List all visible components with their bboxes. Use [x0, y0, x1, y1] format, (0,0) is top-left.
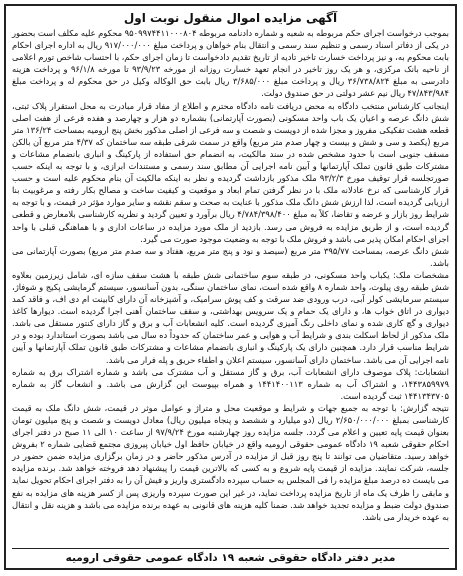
notice-paragraph-result: نتیجه گزارش: با توجه به جمیع جهات و شرایط و موقعیت محل و متراژ و عوامل موثر در قیمت، شش دانگ ملک به قیمت کارشناسی بمبلغ ۲/۶۵۰/۰۰۰/۰۰۰ ریال (دو میلیارد و ششصد و پنجاه میلیون ریال) معادل دویست و شصت و پنج میلیون تومان بعنوان قیمت پایه تعیین و اعلام می گردد. جلسه مزایده روز چهارشنبه مورخ ۹۷/۹/۲۴ از ساعت ۱۰ الی ۱۱ صبح در دفتر اجرای احکام حقوقی شعبه ۱۹ دادگاه عمومی حقوقی ارومیه واقع در خیابان حافظ اول خیابان پیروزی مجتمع قضایی شماره ۲ بفروش خواهد رسید. متقاضیان می توانند تا پنج روز قبل از مزایده در آدرس مذکور حاضر و در زمان برگزاری مزایده ضمن حضور در جلسه، شرکت نمایند. مزایده از قیمت پایه شروع و به کسی که بالاترین قیمت را پیشنهاد دهد فروخته خواهد شد. برنده مزایده می بایست ده درصد مبلغ مزایده را فی المجلس به حساب سپرده دادگستری واریز و فیش آن را به دفتر اجرای احکام تحویل نماید و مابقی را ظرف یک ماه از تاریخ مزایده پرداخت نماید، در غیر این صورت سپرده واریزی پس از کسر هزینه های مزایده به نفع صندوق دولت ضبط و مزایده تجدید خواهد شد. ضمنا کلیه هزینه های قانونی به عهده برنده مزایده می باشد و هزینه نقل و انتقال به عهده خریدار می باشد.: [12, 402, 450, 522]
notice-paragraph-utilities: انشعابات: پلاک موصوف دارای انشعابات آب، برق و گاز مستقل و آب مشترک می باشد و شماره اشتراک برق به شماره ۱۴۴۳۸۵۹۹۷۹، و اشتراک آب به شماره ۱۴۴۱۴۰۰۱۱۳ و همراه بپیوست این گزارش می باشد. و انشعاب گاز به شماره ۱۴۴۱۳۴۳۷۰۵ ثبت گردیده است.: [12, 366, 450, 401]
notice-paragraph-area: شش دانگ عرصه، بمساحت ۳۹۵/۷۷ متر مربع (سیصد و نود و پنج متر مربع، هفتاد و سه صدم متر مربع) بصورت آپارتمانی می باشد.: [12, 245, 449, 268]
notice-paragraph-specs: مشخصات ملک: یکباب واحد مسکونی، در طبقه سوم ساختمانی شش طبقه با هشت سقف سازه ای، شامل زیرزمین بعلاوه شش طبقه روی پیلوت، واحد شماره ۸ واقع شده است، نمای ساختمان سنگی، بدون آسانسور، سیستم گرمایشی پکیج و شوفاژ، سیستم سرمایشی کولر آبی، درب ورودی ضد سرقت و کف پوش سرامیک، و آشپزخانه آن دارای کابینت ام دی اف، و فاقد کمد دیواری در اتاق خواب ها، و دارای یک حمام و یک سرویس بهداشتی، و سقف ساختمان آهنی اجرا گردیده است. دیوارها کاغذ دیواری و گچ کاری شده و نمای داخلی رنگ آمیزی گردیده است. کلیه انشعابات آب و برق و گاز دارای کنتور مستقل می باشد. ملک مذکور از لحاظ اسکلت بندی و شرایط آب و هوایی و عمر ساختمان که حدوداً ده سال می باشد بصورت استاندارد بوده و در شرایط مناسب قرار دارد. همچنین دارای یک پارکینگ و انباری بانضمام مشاعات و مشترکات طبق قانون تملک آپارتمانها و آیین نامه اجرایی آن می باشد. ساختمان دارای آسانسور، سیستم اعلان و اطفاء حریق و پله فرار می باشد.: [12, 269, 449, 365]
notice-paragraph-intro: بموجب درخواست اجرای حکم مربوطه به شعبه و شماره دادنامه مربوطه ۹۵۰۹۹۷۴۴۱۱۰۰۰۸۰۴ محکوم علیه مکلف است بحضور در یکی از دفاتر اسناد رسمی و تنظیم سند رسمی و انتقال بنام خواهان و پرداخت مبلغ ۹۱۷/۰۰۰/۰۰۰ ریال به اداره اجرای احکام بابت محکوم به، و نیز پرداخت خسارت تاخیر تادیه از تاریخ تقدیم دادخواست تا زمان اجرای حکم، با احتساب شاخص تورم اعلامی از ناحیه بانک مرکزی، و هر یک روز تاخیر در انجام تعهد خسارت روزانه از مورخه ۹۳/۹/۲۳ تا مورخه ۹۶/۱/۸ و پرداخت هزینه دادرسی به مبلغ ۳۶/۷۳۸/۸۲۴ ریال و پرداخت مبلغ ۳/۶۸۵/۰۰۰ ریال بابت حق الوکاله وکیل در حق محکوم له و پرداخت مبلغ ۴۷/۸۴۳/۹۸۴ ریال نیم عشر دولتی در حق صندوق دولت.: [12, 28, 449, 99]
notice-title: آگهی مزایده اموال منقول نوبت اول: [123, 11, 338, 25]
notice-signature: مدیر دفتر دادگاه حقوقی شعبه ۱۹ دادگاه عمومی حقوقی ارومیه: [12, 548, 449, 565]
auction-notice: [4, 4, 457, 570]
notice-paragraph-expert: اینجانب کارشناس منتخب دادگاه به محض دریافت نامه دادگاه محترم و اطلاع از مفاد قرار مبادرت به محل استقرار پلاک ثبتی، شش دانگ عرصه و اعیان یک باب واحد مسکونی (بصورت آپارتمانی) بشماره دو هزار و چهارصد و هفده فرعی از هفت اصلی قطعه هشت تفکیکی مفروز و مجزا شده از دویست و شصت و سه فرعی از اصلی مذکور بخش پنج ارومیه بمساحت ۱۳۶/۲۴ متر مربع (یکصد و سی و شش و بیست و چهار صدم متر مربع) واقع در سمت شرقی طبقه سه ساختمان که ۴/۳۷ متر مربع آن بالکن مسقف جنوبی است با حدود مشخص شده در سند مالکیت، به انضمام حق استفاده از پارکینگ و انباری بانضمام مشاعات و مشترکات طبق قانون تملک آپارتمانها و آیین نامه اجرایی آن مطابق سند رسمی و مستندات ابرازی، و با توجه به اینکه حسب صورتجلسه قرار توقیف مورخ ۹۳/۲/۳ ملک مذکور بازداشت گردیده و نظر به اینکه مالکیت آن بنام محکوم علیه است و حسب قرار کارشناسی که نرخ عادلانه ملک با در نظر گرفتن تمام ابعاد و موقعیت و کیفیت ساخت و مصالح بکار رفته و مرغوبیت بنا ارزیابی گردیده است، لذا ارزش شش دانگ ملک مذکور با عنایت به صحت و سقم نقشه و سایر موارد مؤثر در قیمت، و با توجه به شرایط روز بازار و عرضه و تقاضا، کلاً به مبلغ ۴/۷۸۴/۳۹۸/۴۰۰ ریال برآورد و تعیین گردید و نظریه کارشناسی بلامعارض و قطعی گردیده است، و از طریق مزایده به فروش می رسد. بازدید از ملک مورد مزایده در ساعات اداری و با هماهنگی قبلی با واحد اجرای احکام امکان پذیر می باشد و فروش ملک با توجه به وضعیت موجود صورت می گیرد.: [12, 100, 449, 244]
